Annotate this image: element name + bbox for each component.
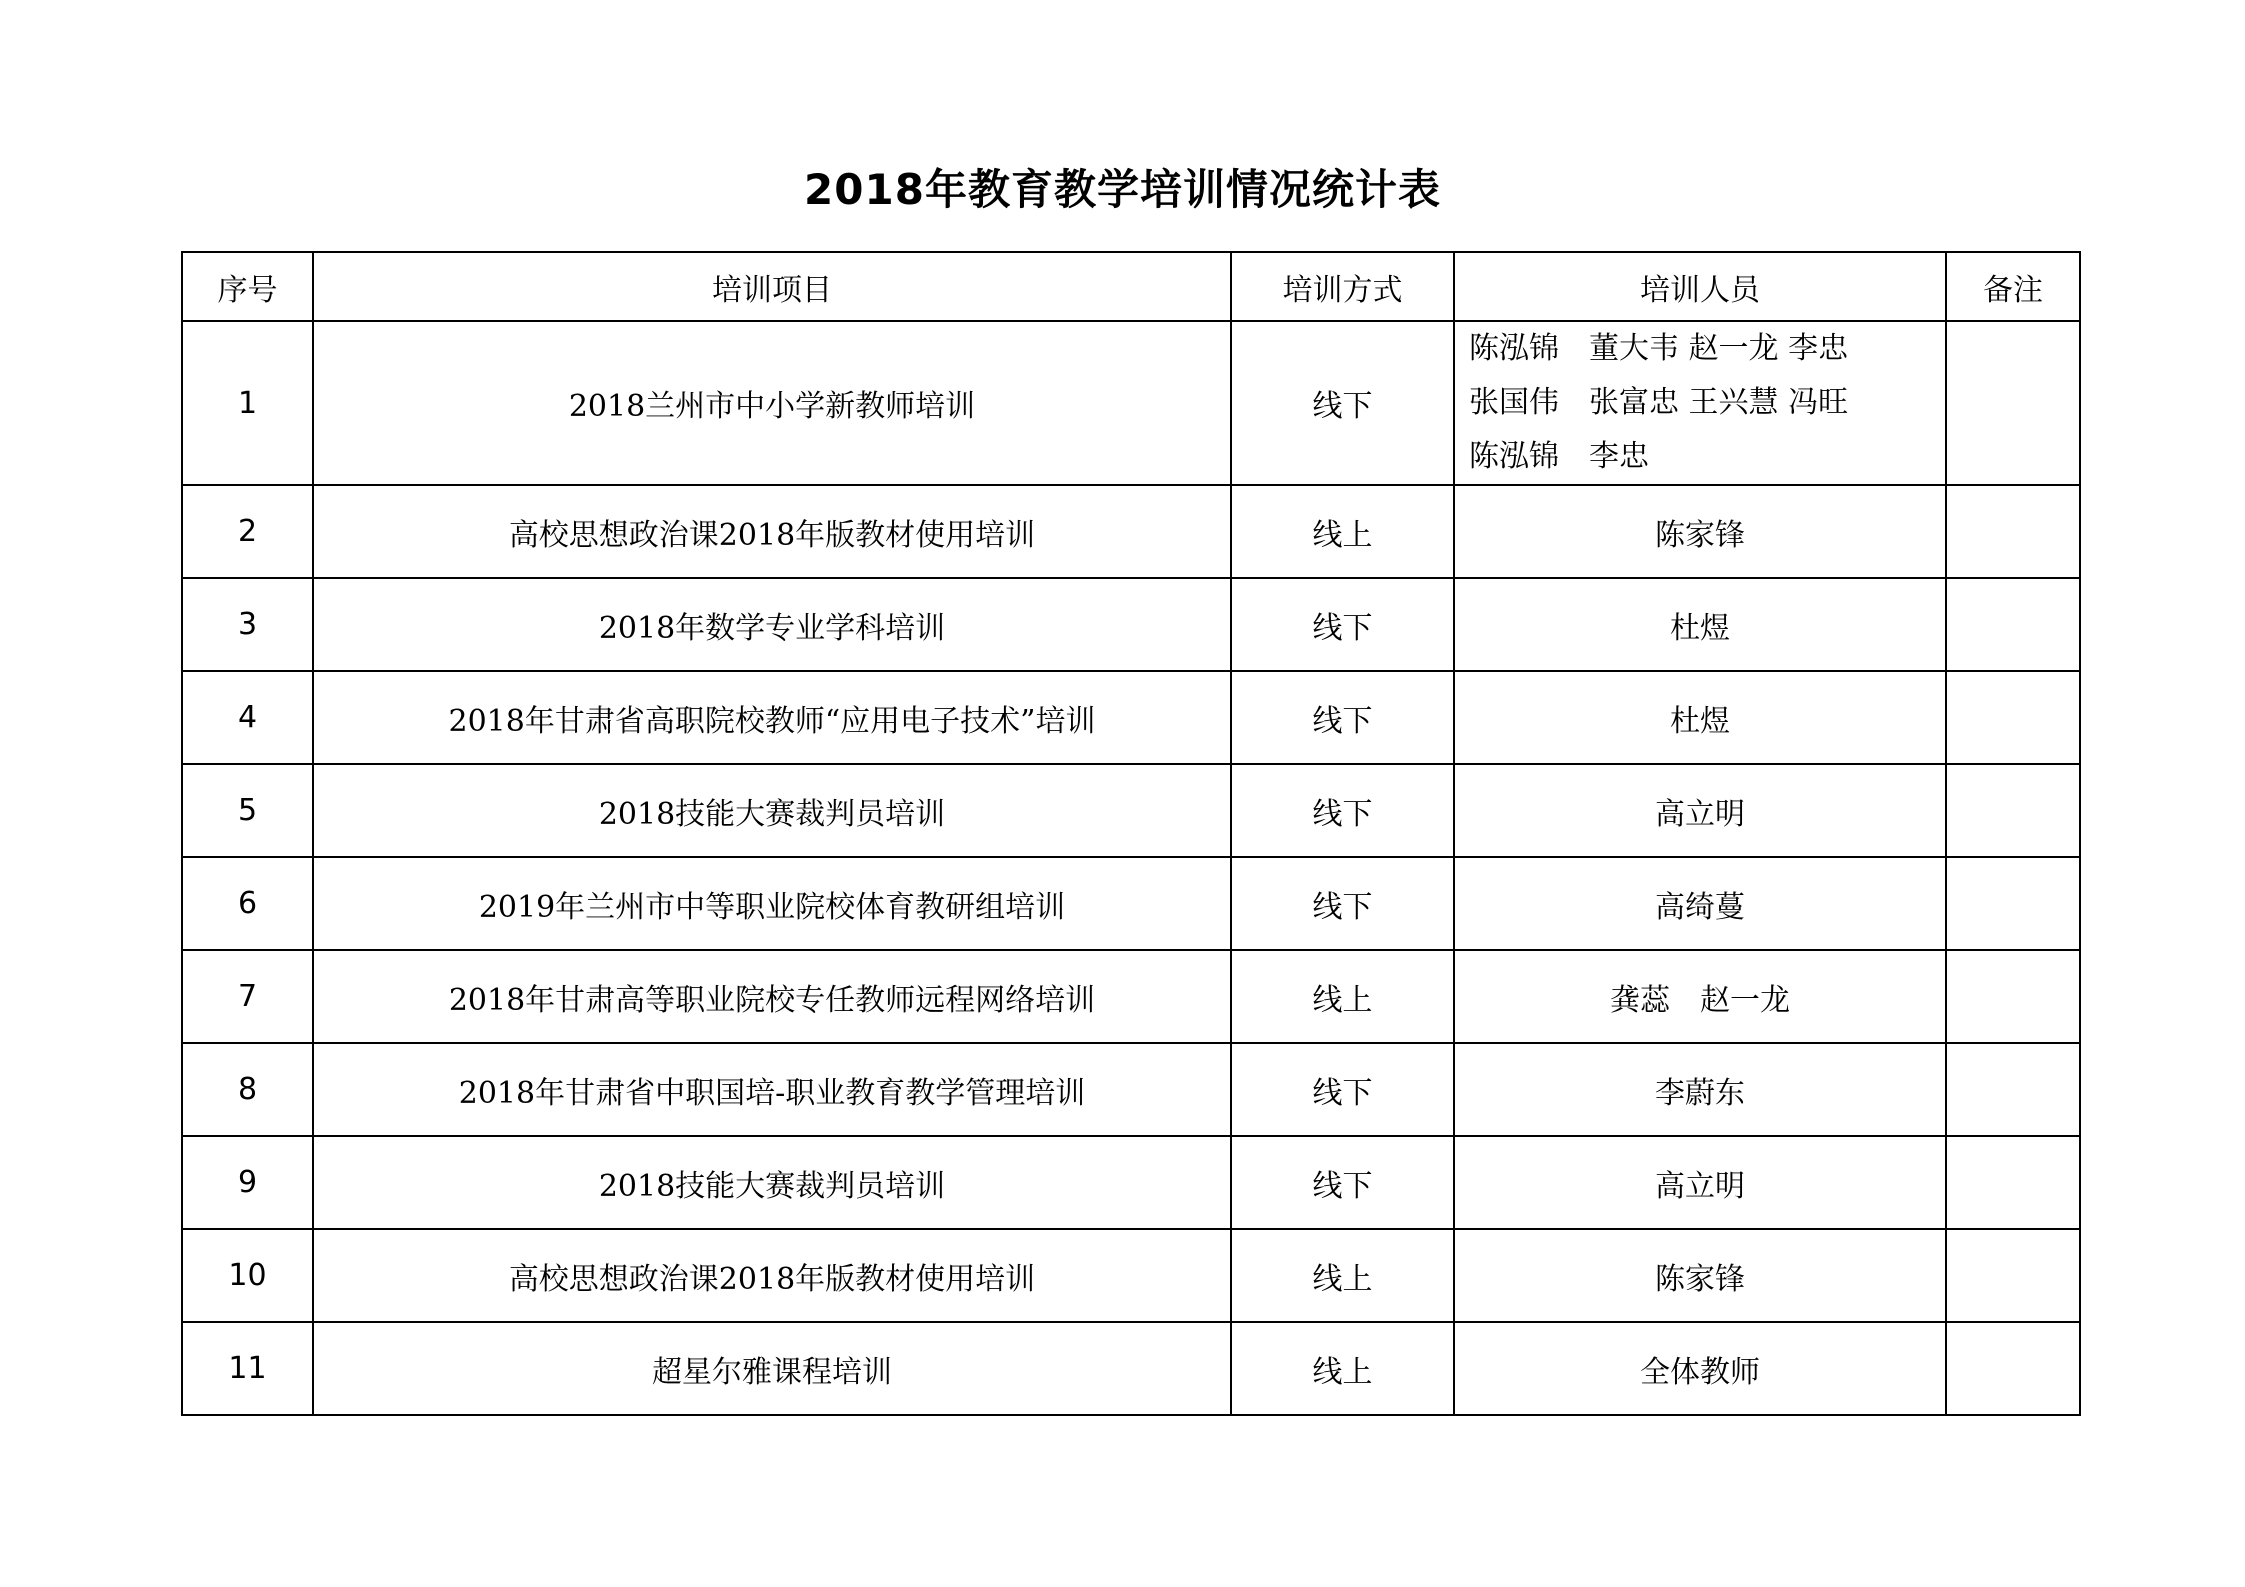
cell-people: 高立明 [1454,1136,1946,1229]
table-row [182,578,2080,671]
header-no: 序号 [182,252,313,321]
cell-mode: 线上 [1231,1322,1454,1415]
page-title: 2018年教育教学培训情况统计表 [804,165,1441,214]
table-row [182,671,2080,764]
cell-no: 1 [182,321,313,485]
table-row [182,1229,2080,1322]
cell-no: 2 [182,485,313,578]
header-note: 备注 [1946,252,2080,321]
cell-people: 龚蕊 赵一龙 [1454,950,1946,1043]
cell-mode: 线上 [1231,950,1454,1043]
cell-mode: 线下 [1231,857,1454,950]
cell-project: 高校思想政治课2018年版教材使用培训 [313,1229,1231,1322]
table-row [182,950,2080,1043]
cell-project: 2018年甘肃省中职国培-职业教育教学管理培训 [313,1043,1231,1136]
cell-mode: 线上 [1231,1229,1454,1322]
cell-mode: 线下 [1231,1136,1454,1229]
table-row [182,857,2080,950]
cell-people: 陈家锋 [1454,485,1946,578]
people-line: 张国伟 张富忠 王兴慧 冯旺 [1469,385,1849,420]
header-mode: 培训方式 [1231,252,1454,321]
table-row [182,1043,2080,1136]
cell-no: 11 [182,1322,313,1415]
cell-project: 2018年甘肃省高职院校教师“应用电子技术”培训 [313,671,1231,764]
cell-mode: 线下 [1231,671,1454,764]
cell-no: 5 [182,764,313,857]
table-row [182,764,2080,857]
cell-note [1946,321,2080,485]
cell-project: 2018年甘肃高等职业院校专任教师远程网络培训 [313,950,1231,1043]
cell-project: 高校思想政治课2018年版教材使用培训 [313,485,1231,578]
cell-no: 6 [182,857,313,950]
cell-mode: 线下 [1231,1043,1454,1136]
cell-note [1946,485,2080,578]
people-line: 陈泓锦 董大韦 赵一龙 李忠 [1469,331,1849,366]
cell-people: 全体教师 [1454,1322,1946,1415]
cell-note [1946,764,2080,857]
cell-project: 2019年兰州市中等职业院校体育教研组培训 [313,857,1231,950]
cell-no: 7 [182,950,313,1043]
cell-people: 高立明 [1454,764,1946,857]
cell-note [1946,950,2080,1043]
cell-no: 8 [182,1043,313,1136]
cell-project: 2018技能大赛裁判员培训 [313,764,1231,857]
cell-no: 9 [182,1136,313,1229]
cell-project: 2018技能大赛裁判员培训 [313,1136,1231,1229]
cell-people: 李蔚东 [1454,1043,1946,1136]
cell-note [1946,1229,2080,1322]
cell-project: 2018兰州市中小学新教师培训 [313,321,1231,485]
header-people: 培训人员 [1454,252,1946,321]
table-row [182,321,2080,485]
cell-people: 陈家锋 [1454,1229,1946,1322]
cell-no: 4 [182,671,313,764]
cell-people: 杜煜 [1454,671,1946,764]
cell-note [1946,1136,2080,1229]
cell-note [1946,1043,2080,1136]
training-stats-table [181,251,2081,1416]
cell-note [1946,578,2080,671]
cell-people [1454,321,1946,485]
cell-project: 2018年数学专业学科培训 [313,578,1231,671]
cell-project: 超星尔雅课程培训 [313,1322,1231,1415]
cell-mode: 线下 [1231,578,1454,671]
cell-note [1946,671,2080,764]
people-line: 陈泓锦 李忠 [1469,439,1649,474]
cell-mode: 线下 [1231,764,1454,857]
table-row [182,1136,2080,1229]
table-row [182,485,2080,578]
header-project: 培训项目 [313,252,1231,321]
cell-note [1946,1322,2080,1415]
table-header-row [182,252,2080,321]
cell-no: 3 [182,578,313,671]
cell-no: 10 [182,1229,313,1322]
cell-mode: 线上 [1231,485,1454,578]
cell-note [1946,857,2080,950]
cell-mode: 线下 [1231,321,1454,485]
cell-people: 高绮蔓 [1454,857,1946,950]
cell-people: 杜煜 [1454,578,1946,671]
table-row [182,1322,2080,1415]
